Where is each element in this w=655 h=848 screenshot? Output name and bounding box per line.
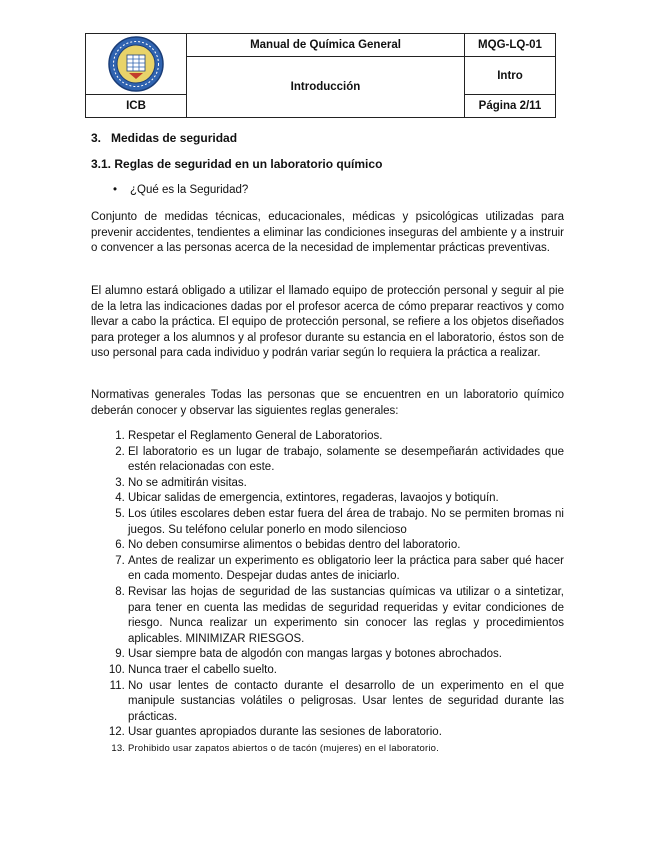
rule-item: 6. No deben consumirse alimentos o bebidas dentro del laboratorio. bbox=[128, 538, 564, 554]
rule-item: 7. Antes de realizar un experimento es obligatorio leer la práctica para saber qué hacer en cada momento. Despejar dudas antes de iniciarlo. bbox=[128, 554, 564, 585]
document-header bbox=[85, 33, 556, 118]
bullet-item bbox=[113, 184, 248, 196]
rule-item: 1. Respetar el Reglamento General de Laboratorios. bbox=[128, 429, 564, 445]
manual-title: Manual de Química General bbox=[187, 34, 465, 57]
rule-item: 8. Revisar las hojas de seguridad de las sustancias químicas va utilizar o a sintetizar, para tener en cuenta las medidas de seguridad requeridas y evitar condiciones de riesgo. Nunca realizar un experimento sin conocer las reglas y procedimientos aplicables. MINIMIZAR RIESGOS. bbox=[128, 585, 564, 647]
rule-item: 11. No usar lentes de contacto durante el desarrollo de un experimento en el que manipule sustancias volátiles o peligrosas. Usar lentes de seguridad durante las prácticas. bbox=[128, 679, 564, 726]
section-heading: 3. Medidas de seguridad bbox=[91, 131, 238, 145]
logo-label: ICB bbox=[86, 95, 187, 118]
rule-item: 2. El laboratorio es un lugar de trabajo, solamente se desempeñarán actividades que estén relacionadas con este. bbox=[128, 445, 564, 476]
university-seal-icon bbox=[107, 35, 165, 93]
paragraph-definition: Conjunto de medidas técnicas, educacionales, médicas y psicológicas utilizadas para prevenir accidentes, tendientes a eliminar las condiciones inseguras del ambiente y a instruir o convencer a las personas acerca de la necesidad de implementar prácticas preventivas. bbox=[91, 211, 564, 255]
paragraph-ppe: El alumno estará obligado a utilizar el llamado equipo de protección personal y seguir al pie de la letra las indicaciones dadas por el profesor acerca de cómo preparar reactivos y como llevar a cabo la práctica. El equipo de protección personal, se refiere a los objetos diseñados para proteger a los alumnos y al profesor durante su estancia en el laboratorio, éstos son de uso personal para cada individuo y podrán variar según lo requiera la práctica a realizar. bbox=[91, 285, 564, 360]
rule-item: 5. Los útiles escolares deben estar fuera del área de trabajo. No se permiten bromas ni juegos. Su teléfono celular ponerlo en modo silencioso bbox=[128, 507, 564, 538]
section-subheading: 3.1. Reglas de seguridad en un laboratorio químico bbox=[91, 157, 383, 171]
page-number: Página 2/11 bbox=[465, 95, 556, 118]
rule-item: 13. Prohibido usar zapatos abiertos o de tacón (mujeres) en el laboratorio. bbox=[128, 741, 564, 757]
document-code: MQG-LQ-01 bbox=[465, 34, 556, 57]
section-subtitle: Introducción bbox=[187, 57, 465, 118]
rule-item: 4. Ubicar salidas de emergencia, extintores, regaderas, lavaojos y botiquín. bbox=[128, 491, 564, 507]
rule-item: 3. No se admitirán visitas. bbox=[128, 476, 564, 492]
bullet-dot-icon: • bbox=[113, 184, 118, 196]
rules-list bbox=[91, 429, 564, 756]
rule-item: 10. Nunca traer el cabello suelto. bbox=[128, 663, 564, 679]
section-tag: Intro bbox=[465, 57, 556, 95]
paragraph-norms: Normativas generales Todas las personas que se encuentren en un laboratorio químico deberán conocer y observar las siguientes reglas generales: bbox=[91, 389, 564, 417]
rule-item: 12. Usar guantes apropiados durante las sesiones de laboratorio. bbox=[128, 725, 564, 741]
logo-cell bbox=[86, 34, 187, 95]
rule-item: 9. Usar siempre bata de algodón con mangas largas y botones abrochados. bbox=[128, 647, 564, 663]
bullet-text: ¿Qué es la Seguridad? bbox=[130, 184, 249, 196]
